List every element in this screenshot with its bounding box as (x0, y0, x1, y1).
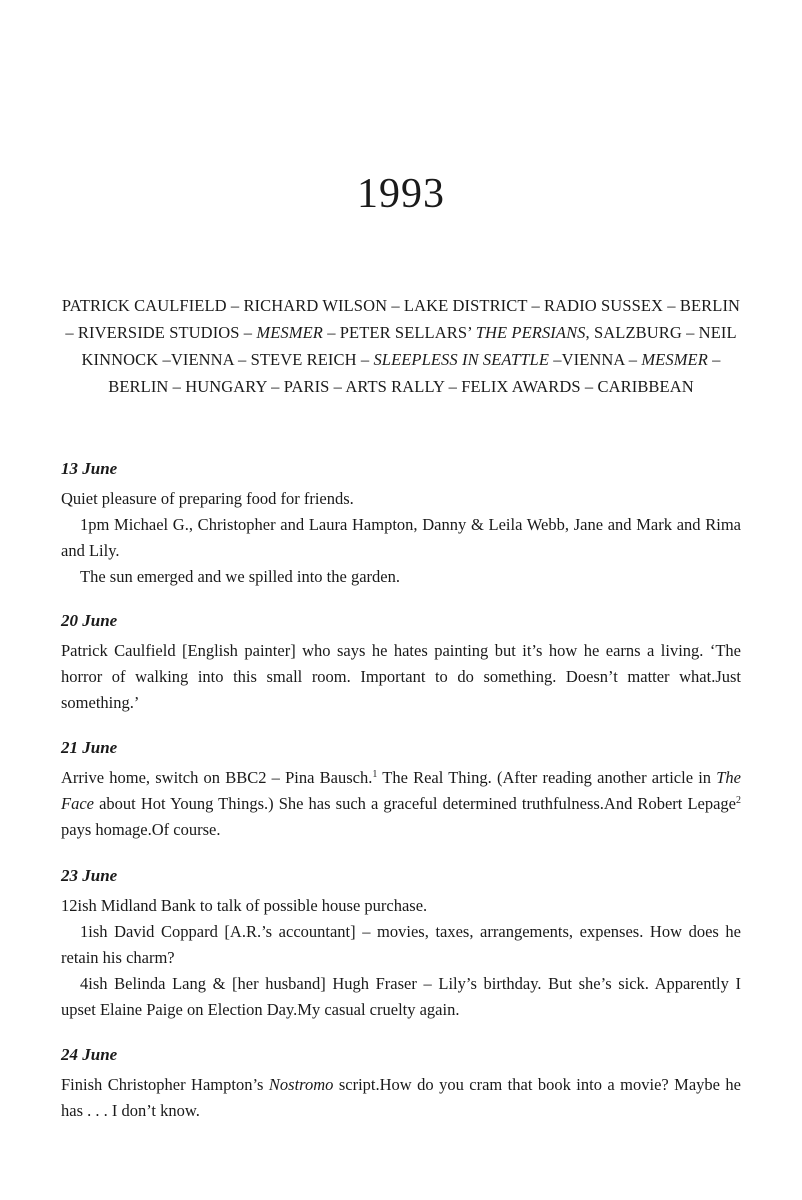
topics-text: PATRICK CAULFIELD – RICHARD WILSON – LAKE DISTRICT – RADIO SUSSEX – BERLIN – RIVERSIDE STUDIOS – (61, 296, 741, 342)
entry-date: 21 June (61, 738, 118, 757)
year-heading: 1993 (357, 171, 445, 217)
entry-paragraph: Quiet pleasure of preparing food for friends. (61, 489, 354, 508)
entry-20-june (61, 609, 741, 716)
entry-text: The Real Thing. (After reading another article in (377, 768, 717, 787)
topics-text: – PETER SELLARS’ (322, 323, 476, 342)
entry-paragraph: 4ish Belinda Lang & [her husband] Hugh Fraser – Lily’s birthday. But she’s sick. Apparently I upset Elaine Paige on Election Day.My casual cruelty again. (61, 974, 741, 1019)
entry-paragraph: Patrick Caulfield [English painter] who says he hates painting but it’s how he earns a living. ‘The horror of walking into this small room. Important to do something. Doesn’t matter what.Just something.’ (61, 641, 741, 712)
topics-text: , SALZBURG – NEIL KINNOCK –VIENNA – STEVE REICH – (81, 323, 737, 369)
entry-date: 24 June (61, 1045, 118, 1064)
entry-21-june (61, 736, 741, 843)
entry-paragraph: The sun emerged and we spilled into the garden. (80, 567, 400, 586)
entry-text: about Hot Young Things.) She has such a graceful determined truthfulness.And Robert Lepage (93, 794, 736, 813)
entry-23-june (61, 864, 741, 1023)
topics-title-sleepless: SLEEPLESS IN SEATTLE (373, 350, 550, 369)
script-title: Nostromo (268, 1075, 334, 1094)
entry-24-june (61, 1043, 741, 1124)
topics-title-mesmer: MESMER (641, 350, 708, 369)
entry-paragraph: 1ish David Coppard [A.R.’s accountant] – movies, taxes, arrangements, expenses. How does he retain his charm? (61, 922, 741, 967)
entry-paragraph: 12ish Midland Bank to talk of possible house purchase. (61, 896, 428, 915)
entry-text: pays homage.Of course. (61, 820, 221, 839)
entry-text: Arrive home, switch on BBC2 – Pina Bausch. (61, 768, 373, 787)
entry-13-june (61, 457, 741, 590)
footnote-marker: 2 (736, 795, 741, 806)
entry-text: script.How do you cram that book into a movie? Maybe he has . . . I don’t know. (61, 1075, 741, 1120)
footnote-marker: 1 (372, 769, 378, 780)
topics-title-mesmer: MESMER (256, 323, 323, 342)
topics-text: –VIENNA – (549, 350, 642, 369)
entry-date: 20 June (61, 611, 118, 630)
topics-title-persians: THE PERSIANS (475, 323, 586, 342)
entry-paragraph (61, 765, 741, 843)
entry-text: Finish Christopher Hampton’s (61, 1075, 269, 1094)
publication-title: The Face (61, 768, 741, 813)
entry-date: 23 June (61, 866, 118, 885)
entry-paragraph: 1pm Michael G., Christopher and Laura Hampton, Danny & Leila Webb, Jane and Mark and Rima and Lily. (61, 515, 741, 560)
entry-paragraph (61, 1072, 741, 1124)
topics-text: – BERLIN – HUNGARY – PARIS – ARTS RALLY – FELIX AWARDS – CARIBBEAN (108, 350, 721, 396)
entry-date: 13 June (61, 459, 118, 478)
chapter-topics (58, 292, 744, 400)
